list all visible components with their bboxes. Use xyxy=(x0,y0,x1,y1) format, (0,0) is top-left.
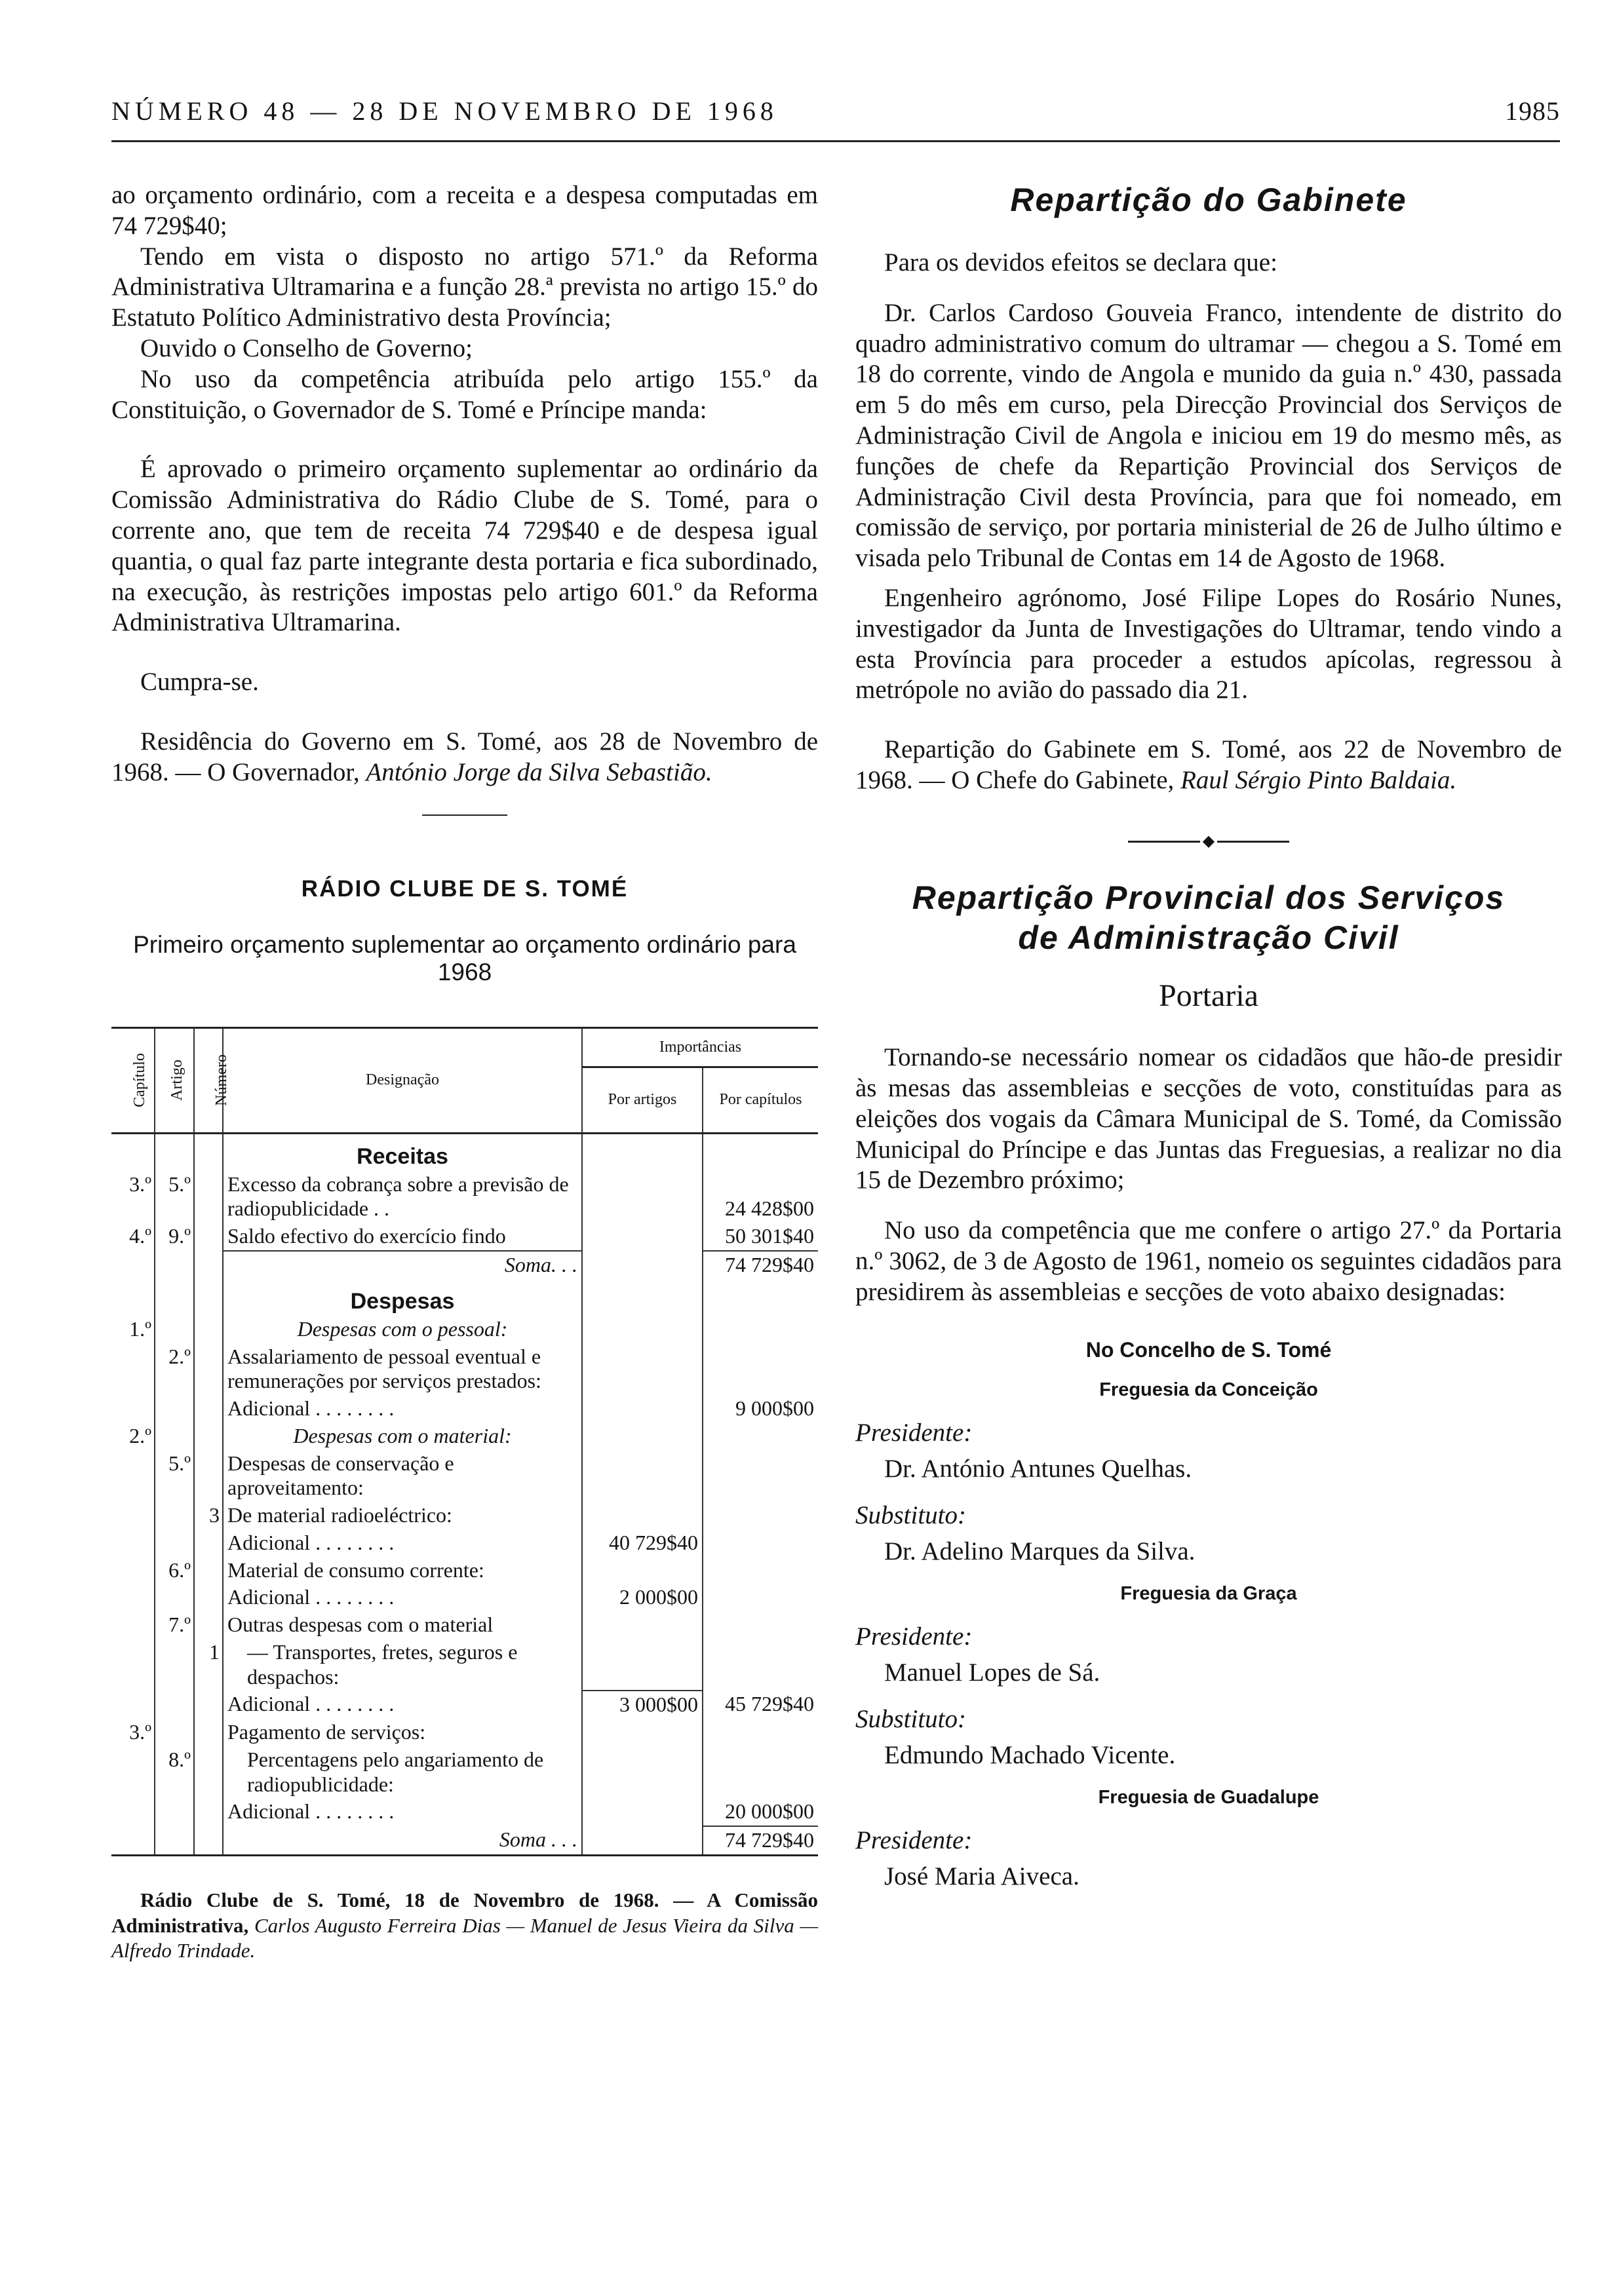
col-artigo: Artigo xyxy=(155,1027,194,1133)
table-row: 2.º Assalariamento de pessoal eventual e remunerações por serviços prestados: xyxy=(111,1343,818,1396)
right-column xyxy=(855,180,1562,1891)
role-label: Presidente: xyxy=(855,1826,973,1854)
org-title: RÁDIO CLUBE DE S. TOMÉ xyxy=(301,875,629,902)
table-row: 3.º Pagamento de serviços: xyxy=(111,1719,818,1746)
consideration-3: No uso da competência atribuída pelo artigo 155.º da Constituição, o Governador de S. Tomé e Príncipe manda: xyxy=(111,364,818,424)
residence-text: Residência do Governo em S. Tomé, aos 28 de Novembro de 1968. — O Governador, xyxy=(111,727,818,786)
role-label: Presidente: xyxy=(855,1622,973,1651)
despesas-total: 74 729$40 xyxy=(703,1826,818,1855)
receitas-total: 74 729$40 xyxy=(703,1251,818,1279)
budget-table xyxy=(111,1027,818,1856)
col-por-capitulos: Por capítulos xyxy=(703,1067,818,1133)
person-name: José Maria Aiveca. xyxy=(884,1862,1080,1890)
parish-heading: Freguesia da Graça xyxy=(1120,1582,1297,1604)
table-row: 4.º 9.º Saldo efectivo do exercício findo 50 301$40 xyxy=(111,1223,818,1251)
table-row: 5.º Despesas de conservação e aproveitamento: xyxy=(111,1450,818,1502)
consideration-2: Ouvido o Conselho de Governo; xyxy=(140,334,473,362)
col-por-artigos: Por artigos xyxy=(582,1067,703,1133)
declaration-paragraph-2: Engenheiro agrónomo, José Filipe Lopes do Rosário Nunes, investigador da Junta de Investigações do Ultramar, tendo vindo a esta Província para proceder a estudos apícolas, regressou à metrópole no avião do passado dia 21. xyxy=(855,583,1562,704)
table-row: Adicional . . . . . . . . 3 000$00 45 729$40 xyxy=(111,1691,818,1719)
portaria-subtitle: Portaria xyxy=(1159,978,1258,1014)
parish-heading: Freguesia da Conceição xyxy=(1099,1379,1318,1400)
commission-signature: Rádio Clube de S. Tomé, 18 de Novembro de 1968. — A Comissão Administrativa, Carlos Augusto Ferreira Dias — Manuel de Jesus Vieira da Silva — Alfredo Trindade. xyxy=(111,1888,819,1962)
table-row: 8.º Percentagens pelo angariamento de radiopublicidade: xyxy=(111,1746,818,1799)
approval-paragraph: É aprovado o primeiro orçamento suplementar ao ordinário da Comissão Administrativa do Rádio Clube de S. Tomé, para o corrente ano, que tem de receita 74 729$40 e de despesa igual quantia, o qual faz parte integrante desta portaria e fica subordinado, na execução, às restrições impostas pelo artigo 601.º da Reforma Administrativa Ultramarina. xyxy=(111,455,818,637)
budget-title: Primeiro orçamento suplementar ao orçamento ordinário para 1968 xyxy=(133,930,796,985)
portaria-paragraph-1: Tornando-se necessário nomear os cidadãos que hão-de presidir às mesas das assembleias e secções de voto, constituídas para as eleições dos vogais da Câmara Municipal de S. Tomé, da Comissão Municipal do Príncipe e das Juntas das Freguesias, a realizar no dia 15 de Dezembro próximo; xyxy=(855,1043,1562,1195)
table-row: 6.º Material de consumo corrente: xyxy=(111,1557,818,1584)
table-row: 1.º Despesas com o pessoal: xyxy=(111,1316,818,1343)
person-name: Dr. António Antunes Quelhas. xyxy=(884,1454,1192,1483)
table-row: Adicional . . . . . . . . 20 000$00 xyxy=(111,1798,818,1826)
table-row: Adicional . . . . . . . . 40 729$40 xyxy=(111,1529,818,1557)
table-row: Adicional . . . . . . . . 2 000$00 xyxy=(111,1584,818,1611)
separator-rule xyxy=(422,814,507,816)
table-row: 7.º Outras despesas com o material xyxy=(111,1611,818,1639)
section-title-administracao: Repartição Provincial dos Serviços de Administração Civil xyxy=(912,879,1506,957)
declaration-paragraph-1: Dr. Carlos Cardoso Gouveia Franco, intendente de distrito do quadro administrativo comum do ultramar — chegou a S. Tomé em 18 do corrente, vindo de Angola e munido da guia n.º 430, passada em 5 do mês em curso, pela Direcção Provincial dos Serviços de Administração Civil de Angola e iniciou em 19 do mesmo mês, as funções de chefe da Repartição Provincial dos Serviços de Administração Civil desta Província, para que foi nomeado, em comissão de serviço, por portaria ministerial de 26 de Julho último e visada pelo Tribunal de Contas em 14 de Agosto de 1968. xyxy=(855,298,1562,573)
col-importancias: Importâncias xyxy=(582,1027,818,1067)
residence-paragraph xyxy=(111,727,818,788)
consideration-1: Tendo em vista o disposto no artigo 571.º da Reforma Administrativa Ultramarina e a função 28.ª prevista no artigo 15.º do Estatuto Político Administrativo desta Província; xyxy=(111,242,818,332)
declaration-intro: Para os devidos efeitos se declara que: xyxy=(884,248,1277,277)
portaria-paragraph-2: No uso da competência que me confere o artigo 27.º da Portaria n.º 3062, de 3 de Agosto de 1961, nomeio os seguintes cidadãos para presidirem às assembleias e secções de voto abaixo designadas: xyxy=(855,1216,1562,1306)
gabinete-closing: Repartição do Gabinete em S. Tomé, aos 22 de Novembro de 1968. — O Chefe do Gabinete, Raul Sérgio Pinto Baldaia. xyxy=(855,735,1562,794)
table-row: Soma . . . 74 729$40 xyxy=(111,1826,818,1855)
council-heading: No Concelho de S. Tomé xyxy=(1085,1337,1332,1362)
page-header xyxy=(111,96,1560,132)
diamond-separator: ◆ xyxy=(855,833,1562,849)
person-name: Manuel Lopes de Sá. xyxy=(884,1658,1100,1687)
table-row: 1 — Transportes, fretes, seguros e despachos: xyxy=(111,1639,818,1691)
cumpra-se: Cumpra-se. xyxy=(140,668,259,697)
despesas-heading: Despesas xyxy=(223,1279,582,1316)
person-name: Edmundo Machado Vicente. xyxy=(884,1740,1176,1769)
receitas-heading: Receitas xyxy=(223,1133,582,1171)
role-label: Substituto: xyxy=(855,1704,967,1733)
parish-heading: Freguesia de Guadalupe xyxy=(1098,1786,1319,1808)
table-row: Soma. . . 74 729$40 xyxy=(111,1251,818,1279)
table-row: 2.º Despesas com o material: xyxy=(111,1423,818,1450)
intro-paragraph: ao orçamento ordinário, com a receita e a despesa computadas em 74 729$40; xyxy=(111,181,818,240)
role-label: Presidente: xyxy=(855,1418,973,1447)
col-numero: Número xyxy=(194,1027,223,1133)
table-row: 3 De material radioeléctrico: xyxy=(111,1502,818,1529)
role-label: Substituto: xyxy=(855,1501,967,1529)
section-title-gabinete: Repartição do Gabinete xyxy=(1010,182,1407,218)
col-designacao: Designação xyxy=(223,1027,582,1133)
issue-date-header: NÚMERO 48 — 28 DE NOVEMBRO DE 1968 xyxy=(111,96,778,126)
commission-members: Carlos Augusto Ferreira Dias — Manuel de Jesus Vieira da Silva — Alfredo Trindade. xyxy=(111,1913,819,1962)
page-number: 1985 xyxy=(1505,96,1560,126)
left-column xyxy=(111,180,818,1964)
col-capitulo: Capítulo xyxy=(111,1027,155,1133)
gabinete-signer: Raul Sérgio Pinto Baldaia. xyxy=(1180,765,1457,794)
header-rule xyxy=(111,140,1560,142)
governor-name: António Jorge da Silva Sebastião. xyxy=(366,757,712,786)
table-row: Adicional . . . . . . . . 9 000$00 xyxy=(111,1395,818,1423)
person-name: Dr. Adelino Marques da Silva. xyxy=(884,1537,1196,1565)
table-row: 3.º 5.º Excesso da cobrança sobre a previsão de radiopublicidade . . 24 428$00 xyxy=(111,1171,818,1223)
